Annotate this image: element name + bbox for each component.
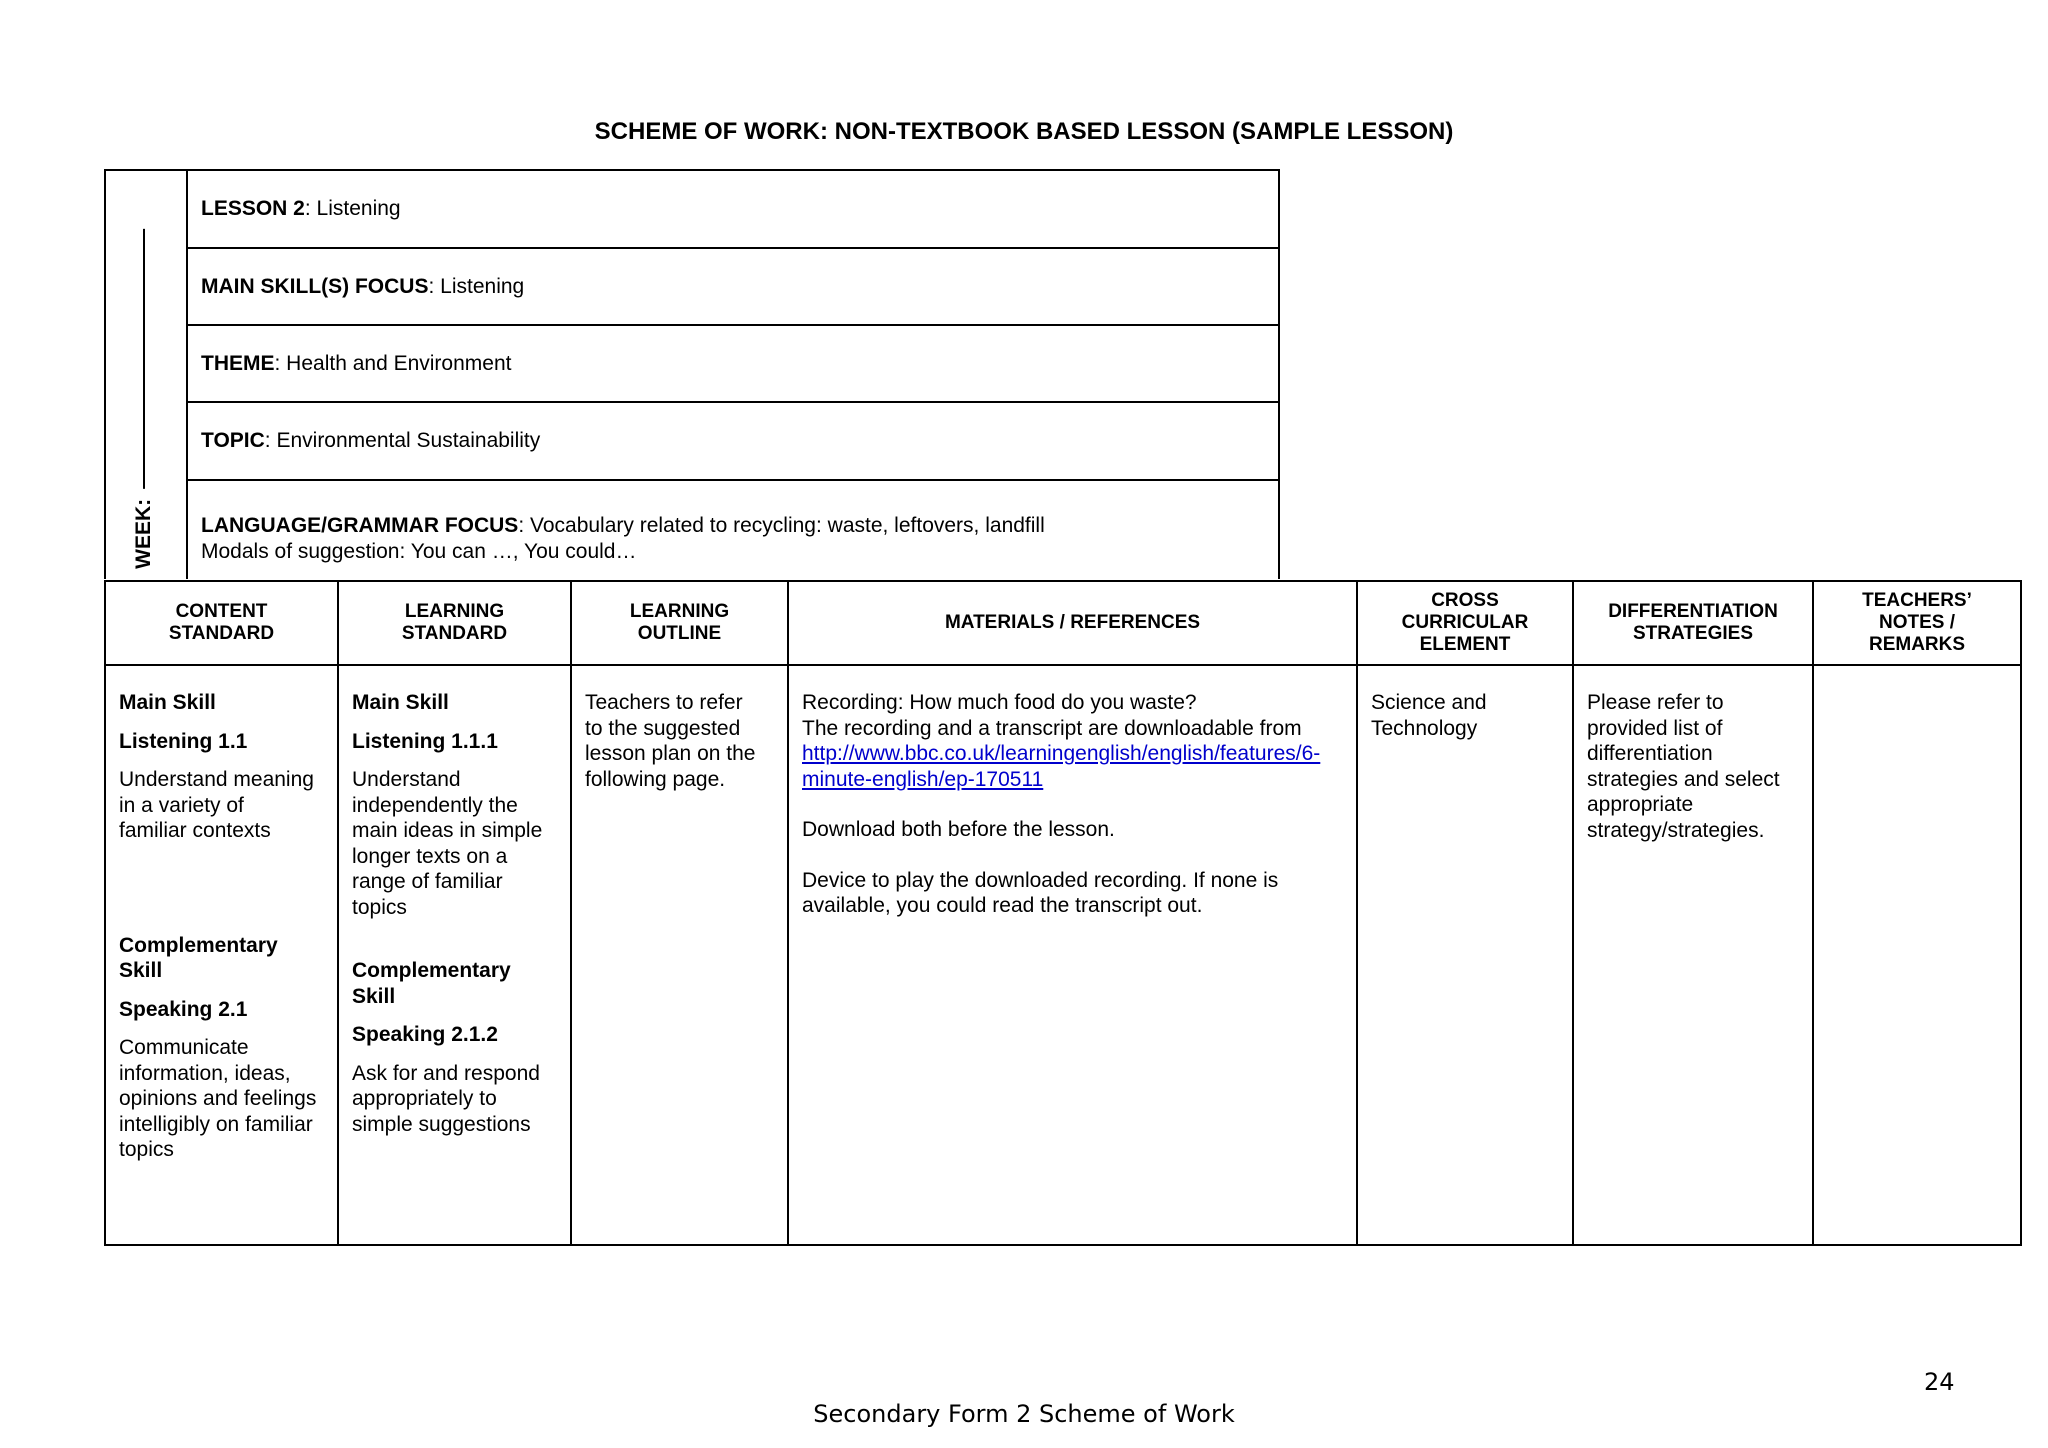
theme-value: : Health and Environment (274, 351, 512, 375)
header-cross-curricular: CROSS CURRICULAR ELEMENT (1357, 581, 1573, 665)
theme-row (188, 326, 1278, 403)
language-focus-value: : Vocabulary related to recycling: waste, leftovers, landfill (518, 514, 1045, 537)
differentiation-cell (1573, 665, 1813, 1245)
lesson-value: : Listening (304, 197, 401, 220)
document-title: SCHEME OF WORK: NON-TEXTBOOK BASED LESSON (SAMPLE LESSON) (594, 118, 1454, 145)
cs-speaking-desc-line: opinions and feelings (119, 1087, 317, 1110)
lo-line: lesson plan on the (585, 742, 756, 765)
cs-listening-desc-line: Understand meaning (119, 768, 314, 791)
diff-line: provided list of (1587, 716, 1723, 740)
ls-listening-desc-line: range of familiar (352, 870, 503, 893)
header-materials: MATERIALS / REFERENCES (788, 581, 1357, 665)
week-blank-line (143, 229, 145, 489)
diff-line: differentiation (1587, 742, 1713, 765)
cs-comp-skill: Skill (119, 959, 163, 982)
week-label: WEEK: (132, 499, 155, 569)
lo-line: Teachers to refer (585, 691, 743, 714)
bbc-link-continued[interactable]: minute-english/ep-170511 (802, 767, 1044, 791)
diff-line: strategy/strategies. (1587, 818, 1765, 842)
cs-main-skill: Main Skill (119, 691, 216, 714)
header-content-standard: CONTENT STANDARD (105, 581, 338, 665)
teachers-notes-cell (1813, 665, 2021, 1245)
learning-outline-cell (571, 665, 788, 1245)
ls-speaking-desc-line: simple suggestions (352, 1112, 531, 1136)
cs-speaking-desc-line: information, ideas, (119, 1061, 291, 1085)
ls-listening-desc-line: main ideas in simple (352, 819, 543, 842)
ls-comp-skill: Complementary (352, 959, 511, 982)
week-column (106, 171, 188, 579)
ls-comp-skill: Skill (352, 984, 396, 1008)
main-skill-value: : Listening (428, 274, 525, 298)
main-skill-row (188, 249, 1278, 326)
cc-line: Technology (1371, 716, 1478, 740)
lo-line: to the suggested (585, 716, 741, 740)
materials-cell (788, 665, 1357, 1245)
materials-recording: Recording: How much food do you waste? (802, 691, 1197, 714)
ls-listening-desc-line: Understand (352, 768, 461, 791)
header-teachers-notes: TEACHERS’ NOTES / REMARKS (1813, 581, 2021, 665)
language-focus-label: LANGUAGE/GRAMMAR FOCUS (201, 514, 519, 537)
materials-device-cont: available, you could read the transcript out. (802, 894, 1203, 917)
lo-line: following page. (585, 767, 726, 791)
materials-download-note: The recording and a transcript are downloadable from (802, 716, 1302, 740)
cs-speaking-desc-line: Communicate (119, 1036, 249, 1059)
theme-label: THEME (201, 351, 275, 375)
topic-label: TOPIC (201, 429, 265, 452)
cs-speaking: Speaking 2.1 (119, 997, 248, 1021)
ls-main-skill: Main Skill (352, 691, 449, 714)
main-skill-label: MAIN SKILL(S) FOCUS (201, 274, 429, 298)
scheme-table (104, 580, 2022, 1246)
cs-comp-skill: Complementary (119, 933, 278, 957)
content-standard-cell (105, 665, 338, 1245)
cs-listening-desc-line: familiar contexts (119, 819, 271, 842)
language-focus-row (188, 481, 1278, 581)
ls-speaking: Speaking 2.1.2 (352, 1023, 498, 1046)
materials-download-both: Download both before the lesson. (802, 818, 1115, 841)
learning-standard-cell (338, 665, 571, 1245)
cs-listening: Listening 1.1 (119, 729, 248, 753)
header-differentiation: DIFFERENTIATION STRATEGIES (1573, 581, 1813, 665)
table-row (105, 665, 2021, 1245)
diff-line: strategies and select (1587, 767, 1780, 791)
topic-row (188, 403, 1278, 481)
materials-device: Device to play the downloaded recording. If none is (802, 868, 1279, 892)
ls-listening-desc-line: longer texts on a (352, 844, 508, 868)
header-learning-outline: LEARNING OUTLINE (571, 581, 788, 665)
page-number: 24 (1924, 1368, 1955, 1396)
cc-line: Science and (1371, 691, 1487, 714)
bbc-link[interactable]: http://www.bbc.co.uk/learningenglish/english/features/6- (802, 742, 1321, 765)
language-focus-line2: Modals of suggestion: You can …, You could… (201, 540, 637, 563)
cs-listening-desc-line: in a variety of (119, 793, 244, 817)
ls-speaking-desc-line: appropriately to (352, 1087, 497, 1110)
week-field (132, 229, 156, 569)
ls-listening-desc-line: independently the (352, 793, 518, 817)
cs-speaking-desc-line: topics (119, 1138, 174, 1161)
ls-speaking-desc-line: Ask for and respond (352, 1061, 540, 1085)
ls-listening-desc-line: topics (352, 895, 407, 919)
lesson-header-block (104, 169, 1280, 579)
lesson-row (188, 171, 1278, 249)
topic-value: : Environmental Sustainability (264, 429, 541, 452)
table-header-row (105, 581, 2021, 665)
page-footer: Secondary Form 2 Scheme of Work (813, 1400, 1235, 1428)
cs-speaking-desc-line: intelligibly on familiar (119, 1112, 313, 1136)
diff-line: appropriate (1587, 793, 1694, 816)
lesson-label: LESSON 2 (201, 197, 305, 220)
cross-curricular-cell (1357, 665, 1573, 1245)
ls-listening: Listening 1.1.1 (352, 729, 498, 753)
diff-line: Please refer to (1587, 691, 1724, 714)
header-learning-standard: LEARNING STANDARD (338, 581, 571, 665)
